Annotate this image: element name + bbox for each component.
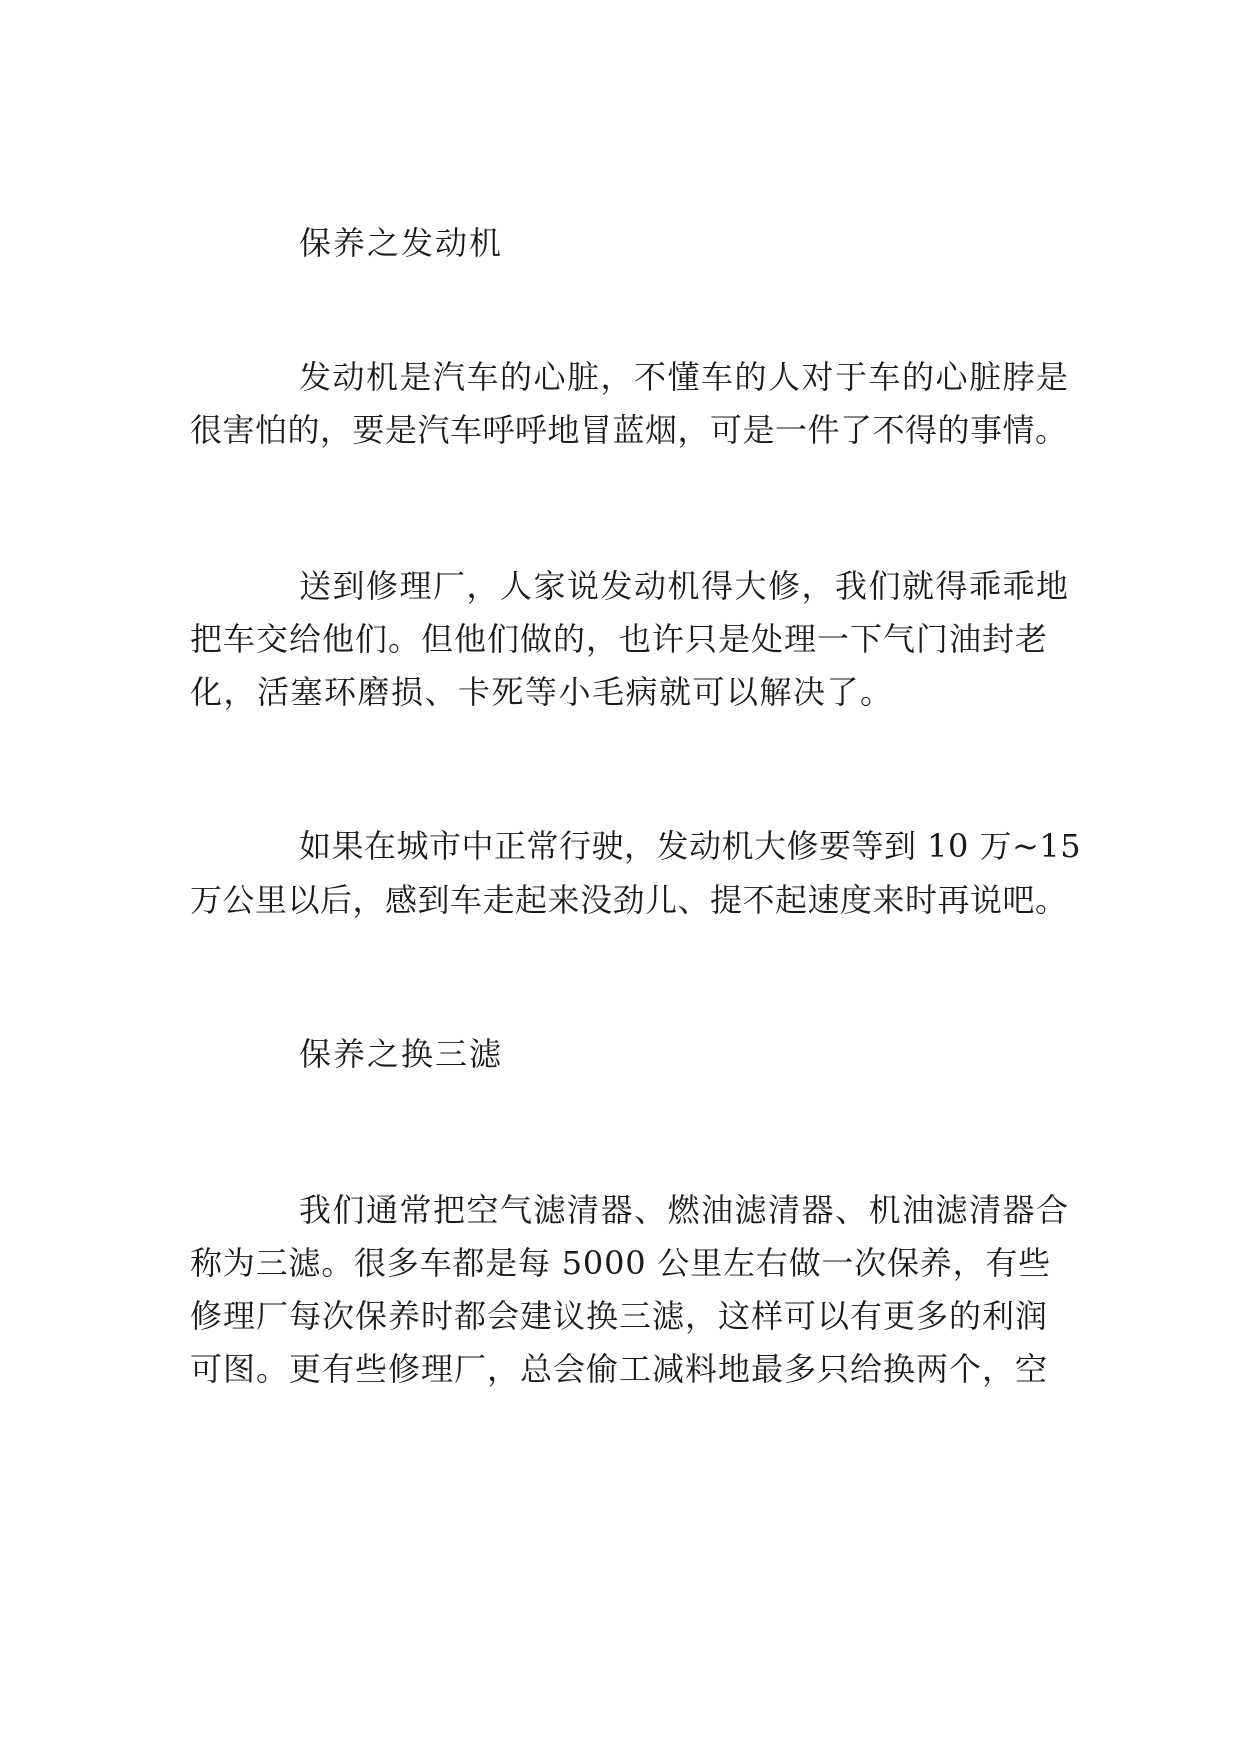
paragraph-3-line-2: 万公里以后，感到车走起来没劲儿、提不起速度来时再说吧。 [190, 881, 1068, 919]
paragraph-4-line-3: 修理厂每次保养时都会建议换三滤，这样可以有更多的利润 [190, 1297, 1049, 1335]
paragraph-2-line-1: 送到修理厂，人家说发动机得大修，我们就得乖乖地 [299, 567, 1070, 605]
paragraph-3-line-1: 如果在城市中正常行驶，发动机大修要等到 10 万~15 [299, 827, 1082, 865]
section-heading-filters: 保养之换三滤 [299, 1035, 504, 1073]
paragraph-2-line-3: 化，活塞环磨损、卡死等小毛病就可以解决了。 [190, 673, 894, 711]
paragraph-4-line-1: 我们通常把空气滤清器、燃油滤清器、机油滤清器合 [299, 1191, 1070, 1229]
paragraph-2-line-2: 把车交给他们。但他们做的，也许只是处理一下气门油封老 [190, 620, 1049, 658]
section-heading-engine: 保养之发动机 [299, 224, 504, 262]
paragraph-4-line-4: 可图。更有些修理厂，总会偷工减料地最多只给换两个，空 [190, 1350, 1049, 1388]
paragraph-1-line-2: 很害怕的，要是汽车呼呼地冒蓝烟，可是一件了不得的事情。 [190, 411, 1068, 449]
paragraph-1-line-1: 发动机是汽车的心脏，不懂车的人对于车的心脏脖是 [299, 358, 1070, 396]
paragraph-4-line-2: 称为三滤。很多车都是每 5000 公里左右做一次保养，有些 [190, 1244, 1051, 1282]
